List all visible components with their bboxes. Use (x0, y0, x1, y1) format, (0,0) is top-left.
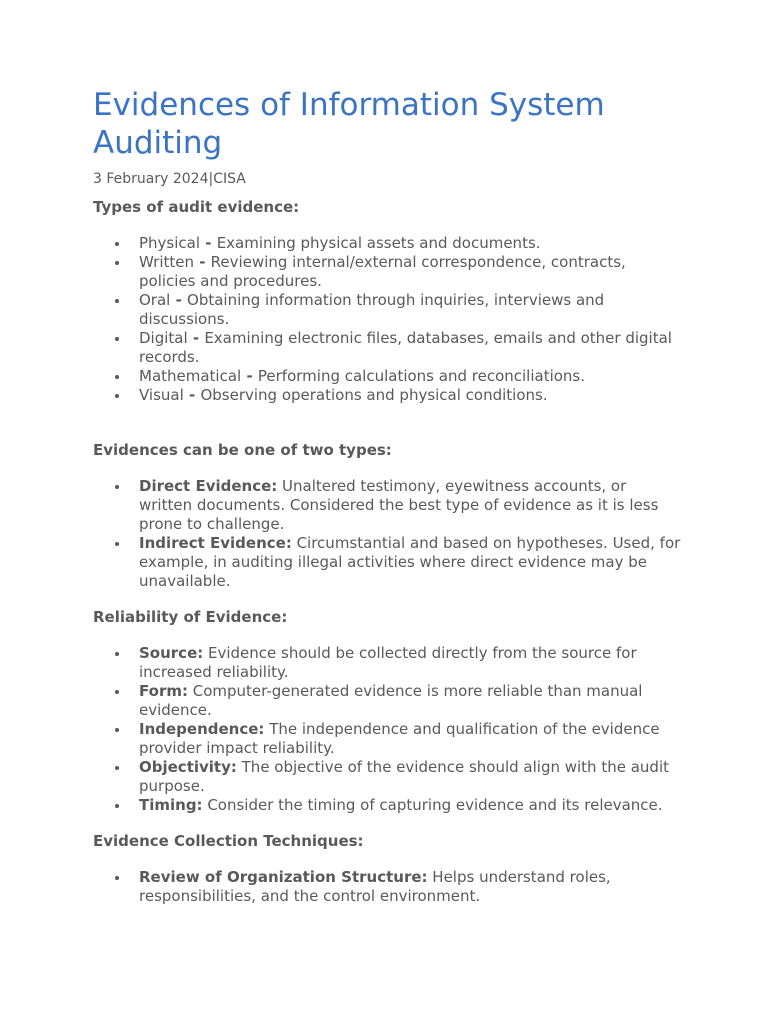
item-term: Independence: (139, 720, 265, 738)
list-item (139, 720, 683, 758)
section-heading: Evidence Collection Techniques: (93, 832, 364, 850)
list-item (139, 477, 683, 534)
item-text: Unaltered testimony, eyewitness accounts, or written documents. Considered the best type of evidence as it is less prone to challenge. (139, 477, 659, 533)
list-item (139, 386, 683, 405)
item-text: Circumstantial and based on hypotheses. Used, for example, in auditing illegal activities where direct evidence may be unavailable. (139, 534, 681, 590)
item-term: Timing: (139, 796, 203, 814)
item-text: Helps understand roles, responsibilities, and the control environment. (139, 868, 611, 905)
list-item (139, 868, 683, 906)
bullet-list (93, 234, 683, 405)
section-reliability-of-evidence (93, 608, 683, 815)
list-item (139, 644, 683, 682)
item-term: Direct Evidence: (139, 477, 278, 495)
document-page (93, 86, 683, 906)
item-term: Form: (139, 682, 188, 700)
item-term: Oral (139, 291, 171, 309)
item-term: Review of Organization Structure: (139, 868, 428, 886)
bullet-list (93, 868, 683, 906)
list-item (139, 234, 683, 253)
item-term: Visual (139, 386, 184, 404)
item-term: Written (139, 253, 194, 271)
list-item (139, 534, 683, 591)
bullet-list (93, 644, 683, 815)
list-item (139, 329, 683, 367)
page-title: Evidences of Information System Auditing (93, 87, 605, 161)
section-heading: Types of audit evidence: (93, 198, 300, 216)
item-separator: - (241, 367, 258, 385)
item-separator: - (194, 253, 211, 271)
item-text: The independence and qualification of the evidence provider impact reliability. (139, 720, 660, 757)
list-item (139, 367, 683, 386)
section-types-of-audit-evidence (93, 198, 683, 405)
item-text: Obtaining information through inquiries, interviews and discussions. (139, 291, 605, 328)
list-item (139, 253, 683, 291)
item-text: Performing calculations and reconciliations. (257, 367, 586, 385)
item-text: Examining physical assets and documents. (216, 234, 541, 252)
item-term: Physical (139, 234, 201, 252)
item-separator: - (170, 291, 188, 309)
list-item (139, 682, 683, 720)
item-separator: - (187, 329, 205, 347)
section-evidence-collection-techniques (93, 832, 683, 906)
item-term: Indirect Evidence: (139, 534, 292, 552)
post-meta: 3 February 2024|CISA (93, 171, 246, 187)
item-term: Objectivity: (139, 758, 237, 776)
item-text: Examining electronic files, databases, emails and other digital records. (139, 329, 672, 366)
item-term: Digital (139, 329, 188, 347)
section-heading: Reliability of Evidence: (93, 608, 288, 626)
list-item (139, 291, 683, 329)
item-separator: - (183, 386, 201, 404)
bullet-list (93, 477, 683, 591)
item-term: Source: (139, 644, 204, 662)
section-evidence-types (93, 441, 683, 591)
item-text: Evidence should be collected directly from the source for increased reliability. (139, 644, 637, 681)
item-text: Reviewing internal/external correspondence, contracts, policies and procedures. (139, 253, 626, 290)
item-text: Computer-generated evidence is more reliable than manual evidence. (139, 682, 643, 719)
item-text: Observing operations and physical conditions. (200, 386, 548, 404)
item-text: The objective of the evidence should align with the audit purpose. (139, 758, 669, 795)
list-item (139, 758, 683, 796)
item-term: Mathematical (139, 367, 242, 385)
item-separator: - (200, 234, 217, 252)
list-item (139, 796, 683, 815)
section-heading: Evidences can be one of two types: (93, 441, 392, 459)
item-text: Consider the timing of capturing evidence and its relevance. (202, 796, 663, 814)
